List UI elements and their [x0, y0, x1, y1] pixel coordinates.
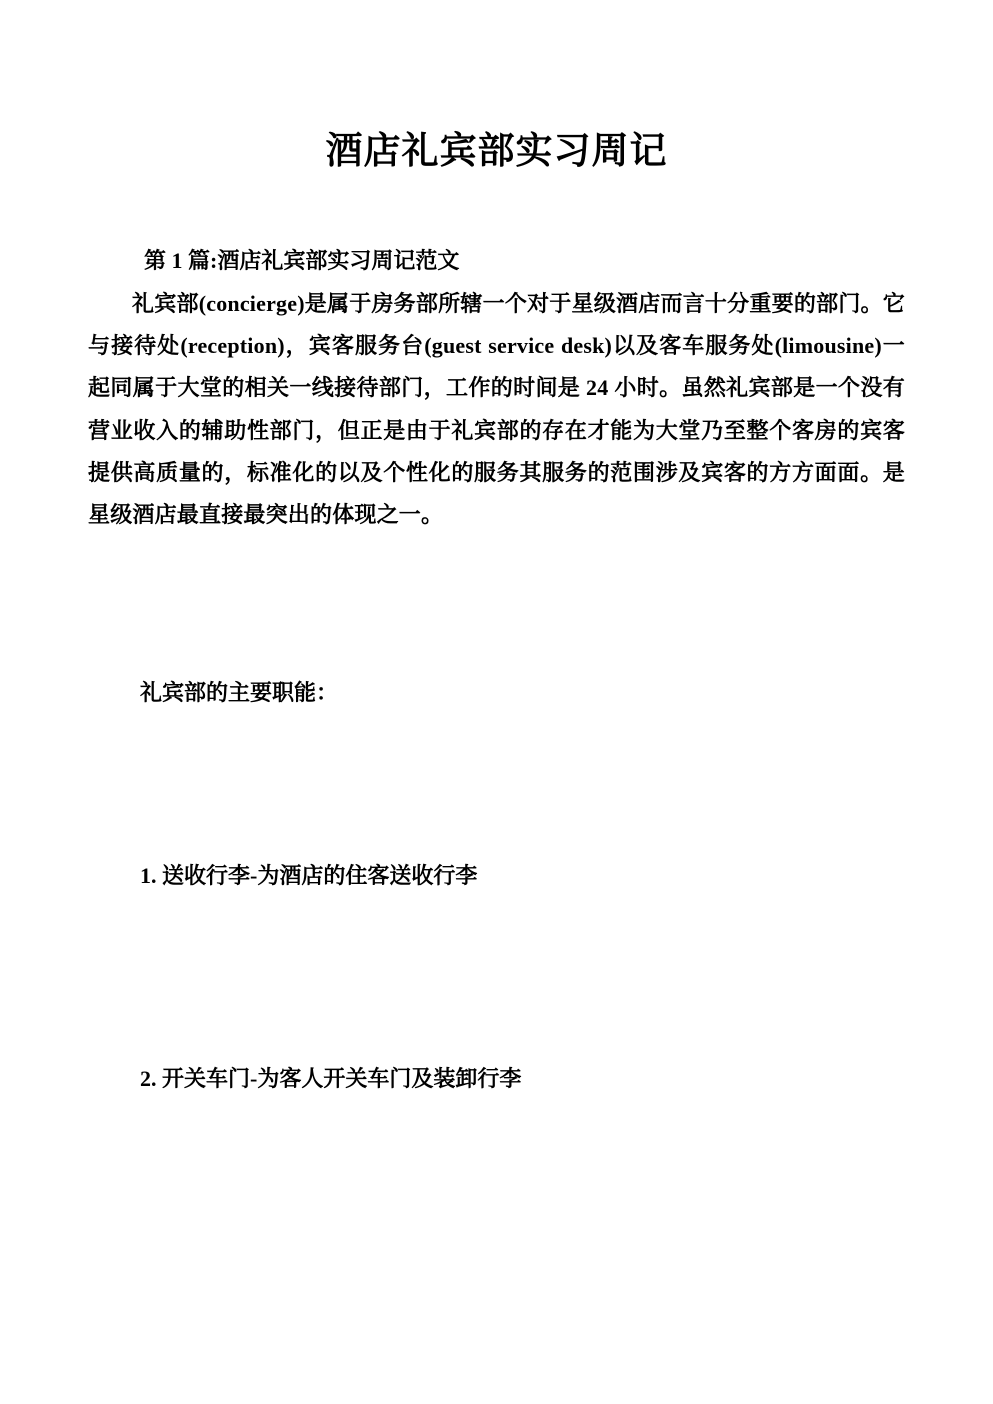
page-title: 酒店礼宾部实习周记 [325, 131, 668, 172]
subheading-main-functions: 礼宾部的主要职能： [140, 680, 339, 706]
body-paragraph: 礼宾部(concierge)是属于房务部所辖一个对于星级酒店而言十分重要的部门。它与接待处(reception)，宾客服务台(guest service desk)以及客车服务处(limousine)一起同属于大堂的相关一线接待部门，工作的时间是 24 小时。虽然礼宾部是一个没有营业收入的辅助性部门，但正是由于礼宾部的存在才能为大堂乃至整个客房的宾客提供高质量的，标准化的以及个性化的服务其服务的范围涉及宾客的方方面面。是星级酒店最直接最突出的体现之一。 [88, 290, 905, 527]
section-heading: 第 1 篇:酒店礼宾部实习周记范文 [144, 248, 460, 273]
list-item: 1. 送收行李-为酒店的住客送收行李 [140, 863, 478, 889]
spacer [88, 709, 905, 859]
list-item: 2. 开关车门-为客人开关车门及装卸行李 [140, 1066, 522, 1092]
spacer [88, 536, 905, 676]
spacer [88, 892, 905, 1062]
